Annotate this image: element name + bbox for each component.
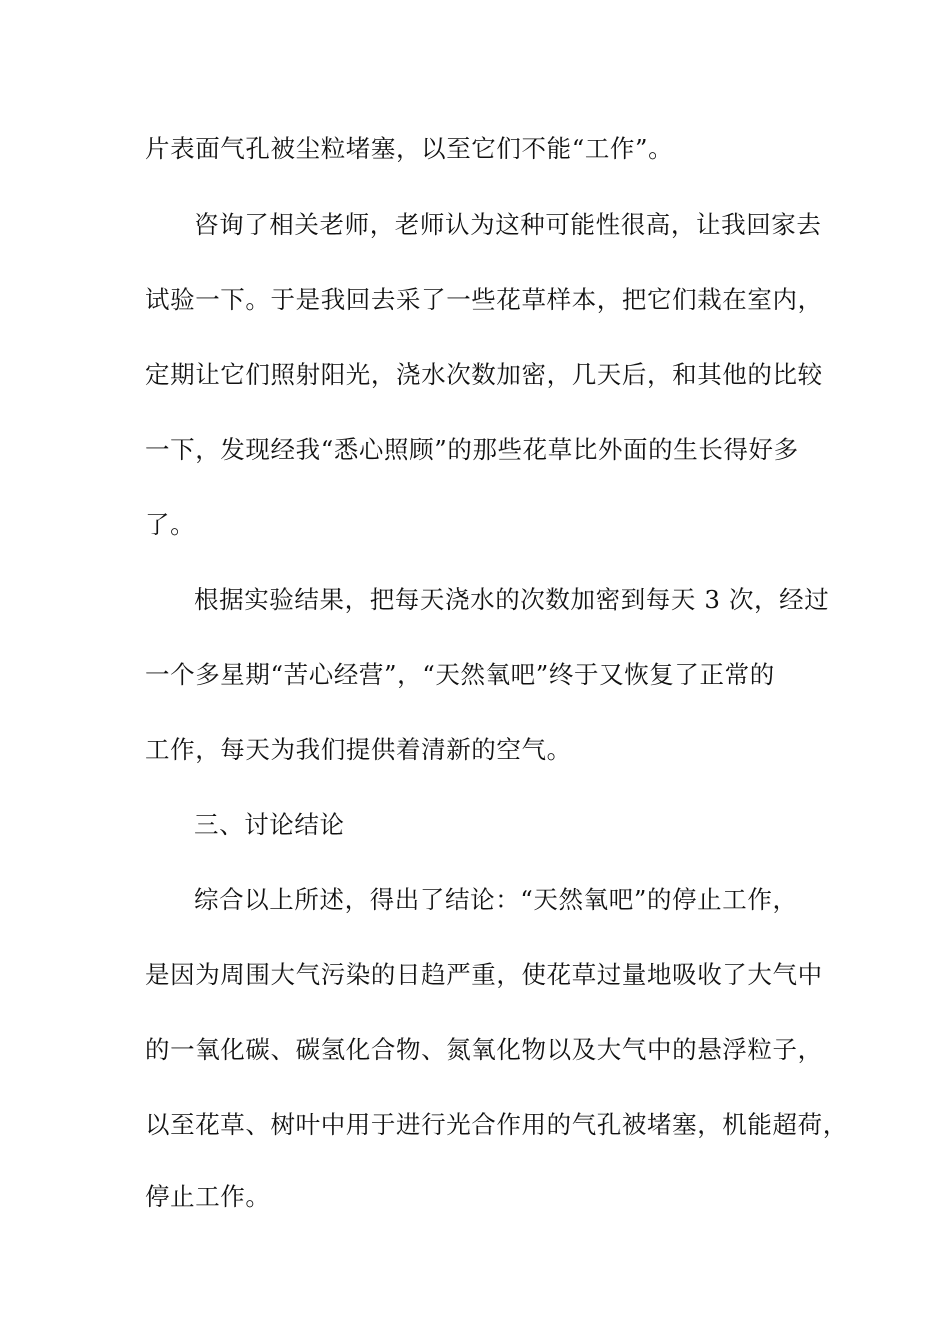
text-line: 停止工作。 — [145, 1182, 271, 1211]
text-line: 工作，每天为我们提供着清新的空气。 — [145, 735, 572, 764]
text-line: 是因为周围大气污染的日趋严重，使花草过量地吸收了大气中 — [145, 960, 823, 989]
text-line: 一下，发现经我“悉心照顾”的那些花草比外面的生长得好多 — [145, 435, 799, 464]
text-line: 一个多星期“苦心经营”，“天然氧吧”终于又恢复了正常的 — [145, 660, 775, 689]
section-heading: 三、讨论结论 — [194, 810, 345, 839]
paragraph-first-line: 综合以上所述，得出了结论：“天然氧吧”的停止工作， — [194, 885, 798, 914]
text-line: 的一氧化碳、碳氢化合物、氮氧化物以及大气中的悬浮粒子， — [145, 1035, 823, 1064]
text-line: 试验一下。于是我回去采了一些花草样本，把它们栽在室内， — [145, 285, 823, 314]
paragraph-first-line: 咨询了相关老师，老师认为这种可能性很高，让我回家去 — [194, 210, 822, 239]
text-line: 片表面气孔被尘粒堵塞，以至它们不能“工作”。 — [145, 134, 674, 163]
text-line: 定期让它们照射阳光，浇水次数加密，几天后，和其他的比较 — [145, 360, 823, 389]
text-line: 以至花草、树叶中用于进行光合作用的气孔被堵塞，机能超荷， — [145, 1110, 848, 1139]
paragraph-first-line: 根据实验结果，把每天浇水的次数加密到每天 3 次，经过 — [194, 585, 830, 614]
text-line: 了。 — [145, 510, 196, 539]
